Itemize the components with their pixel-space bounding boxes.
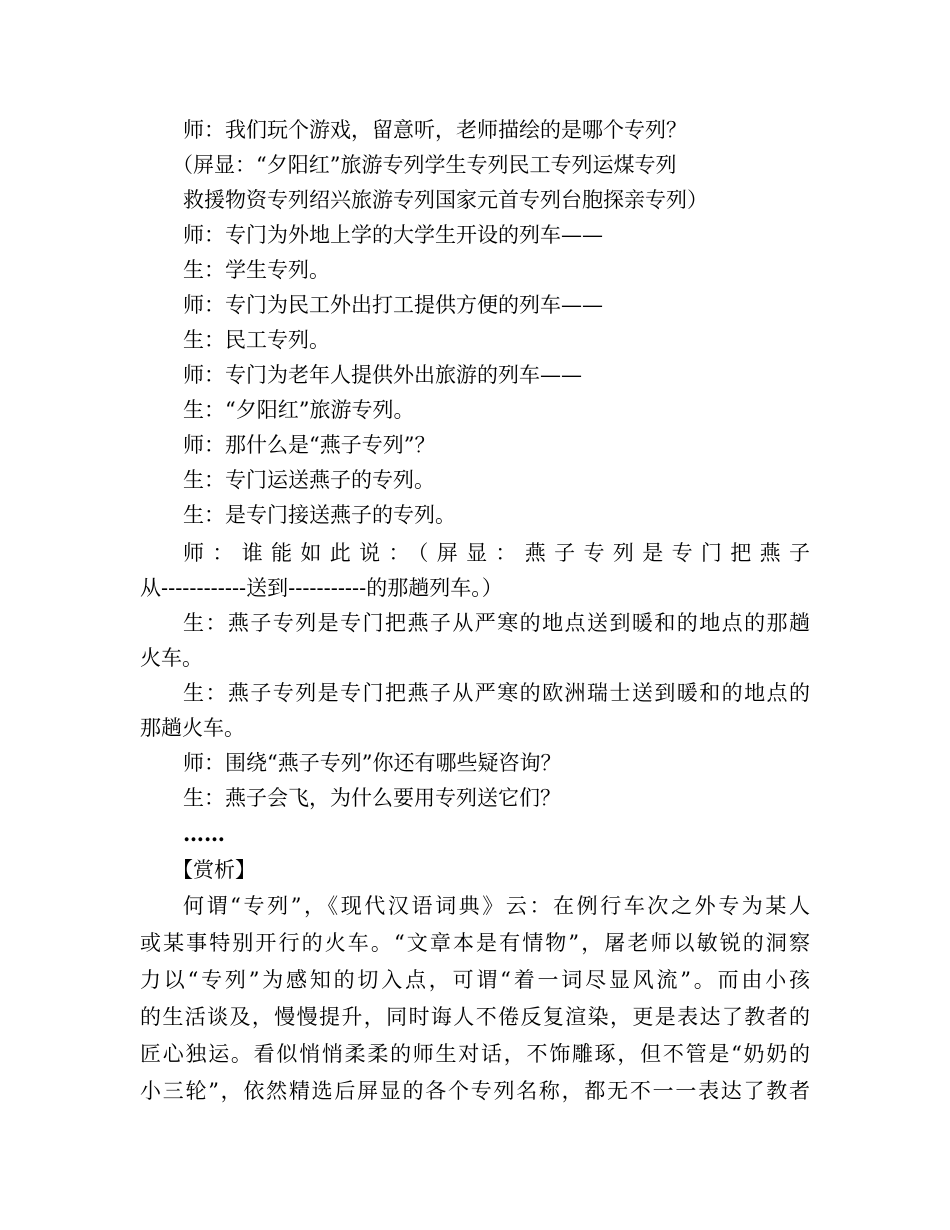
dialogue-line-10: 生：是专门接送燕子的专列。 [183, 503, 456, 527]
dialogue-line-12-cont: 火车。 [140, 646, 203, 670]
dialogue-line-1: 师：我们玩个游戏，留意听，老师描绘的是哪个专列？ [183, 118, 687, 142]
dialogue-line-3: 生：学生专列。 [183, 258, 330, 282]
analysis-line-5: 匠心独运。看似悄悄柔柔的师生对话，不饰雕琢，但不管是“奶奶的 [140, 1042, 810, 1066]
dialogue-line-7: 生：“夕阳红”旅游专列。 [183, 398, 415, 422]
screen-display-line-1: （屏显：“夕阳红”旅游专列学生专列民工专列运煤专列 [172, 153, 677, 177]
analysis-line-4: 的生活谈及，慢慢提升，同时诲人不倦反复渲染，更是表达了教者的 [140, 1005, 810, 1029]
dialogue-line-6: 师：专门为老年人提供外出旅游的列车—— [183, 363, 582, 387]
section-heading: 【赏析】 [172, 858, 256, 882]
dialogue-line-4: 师：专门为民工外出打工提供方便的列车—— [183, 293, 603, 317]
analysis-line-2: 或某事特别开行的火车。“文章本是有情物”，屠老师以敏锐的洞察 [140, 931, 810, 955]
dialogue-line-8: 师：那什么是“燕子专列”？ [183, 433, 436, 457]
dialogue-line-13-cont: 那趟火车。 [140, 716, 245, 740]
dialogue-line-9: 生：专门运送燕子的专列。 [183, 468, 435, 492]
dialogue-line-11-cont: 从------------送到-----------的那趟列车。） [140, 576, 503, 600]
analysis-line-3: 力以“专列”为感知的切入点，可谓“着一词尽显风流”。而由小孩 [140, 968, 810, 992]
analysis-line-1: 何谓“专列”，《现代汉语词典》云：在例行车次之外专为某人 [183, 894, 810, 918]
dialogue-line-14: 师：围绕“燕子专列”你还有哪些疑咨询？ [183, 751, 562, 775]
dialogue-line-5: 生：民工专列。 [183, 328, 330, 352]
dialogue-line-13: 生：燕子专列是专门把燕子从严寒的欧洲瑞士送到暖和的地点的 [183, 681, 810, 705]
analysis-line-6: 小三轮”，依然精选后屏显的各个专列名称，都无不一一表达了教者 [140, 1079, 810, 1103]
screen-display-line-2: 救援物资专列绍兴旅游专列国家元首专列台胞探亲专列） [183, 188, 708, 212]
dialogue-line-15: 生：燕子会飞，为什么要用专列送它们？ [183, 786, 561, 810]
ellipsis: …… [183, 821, 225, 846]
dialogue-line-2: 师：专门为外地上学的大学生开设的列车—— [183, 223, 603, 247]
dialogue-line-12: 生：燕子专列是专门把燕子从严寒的地点送到暖和的地点的那趟 [183, 611, 810, 635]
dialogue-line-11: 师：谁能如此说：（屏显：燕子专列是专门把燕子 [183, 541, 810, 565]
